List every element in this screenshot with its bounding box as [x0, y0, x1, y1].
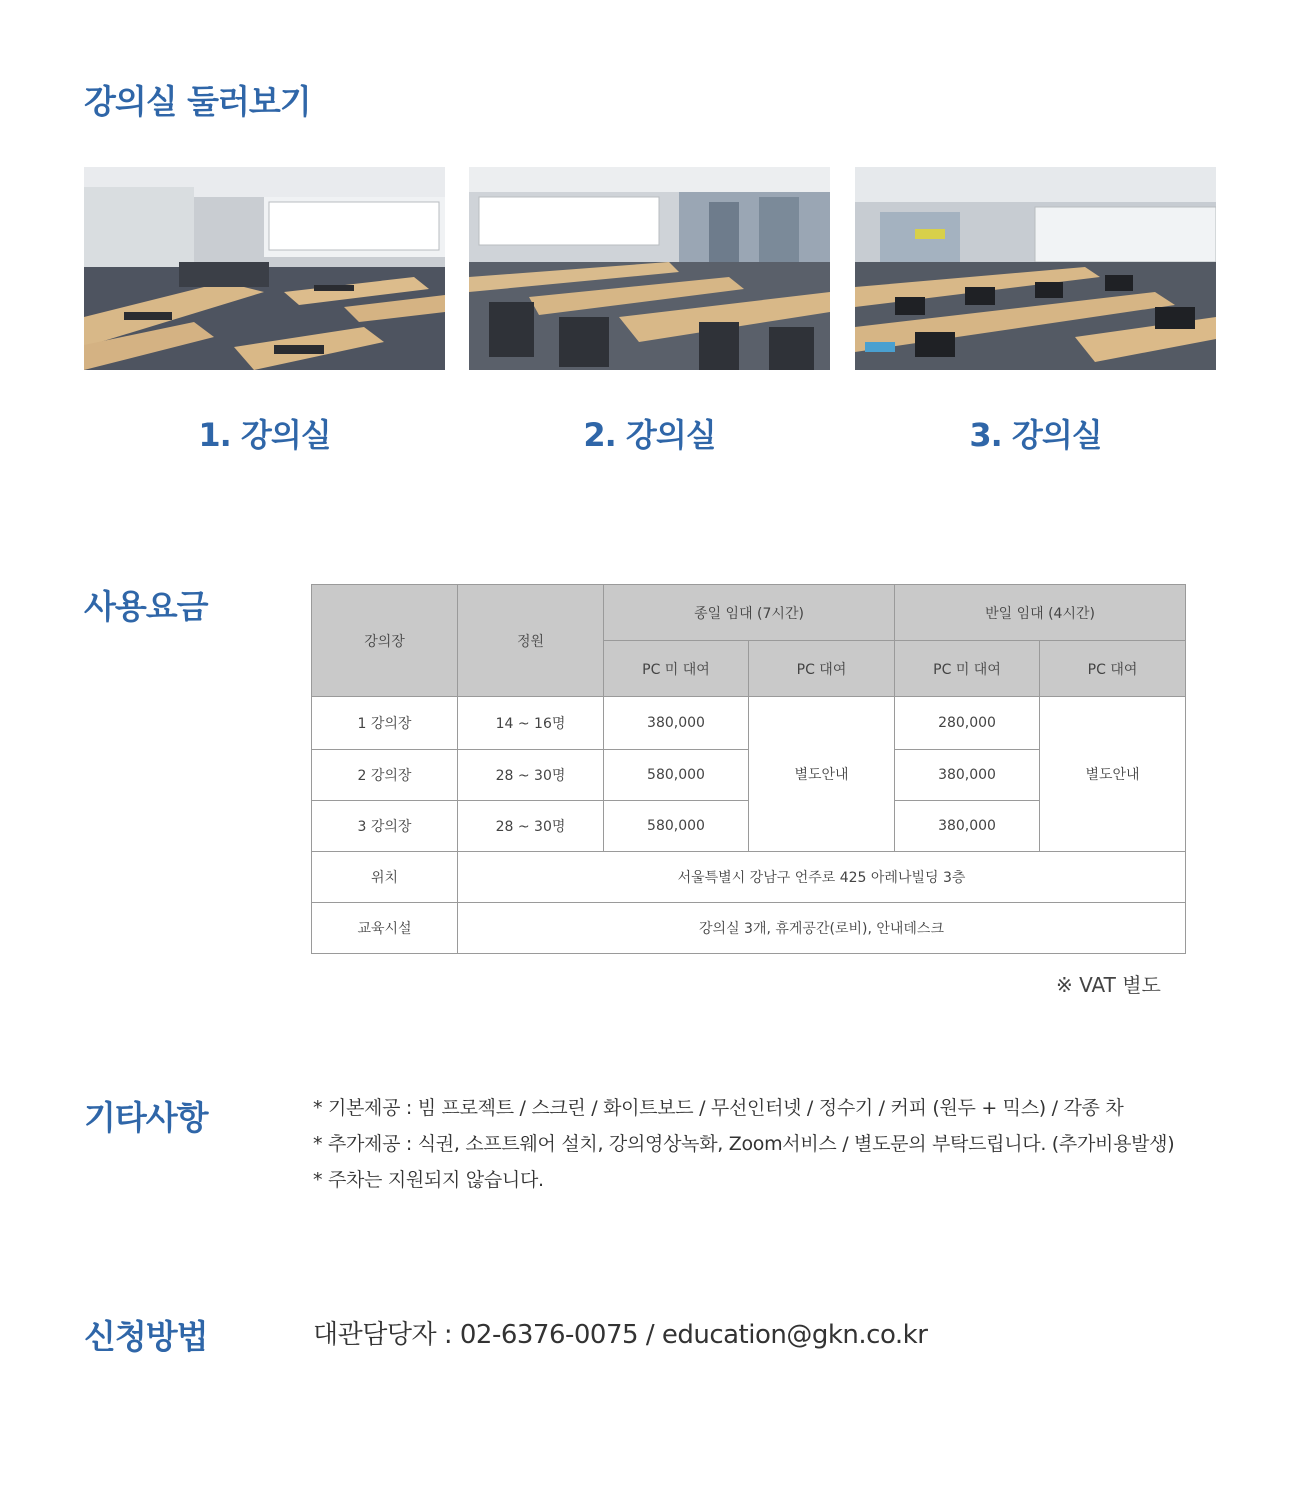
- notes-list: [313, 1094, 1174, 1202]
- location-label: 위치: [312, 852, 458, 903]
- pricing-title: 사용요금: [84, 587, 208, 626]
- contact-info: 대관담당자 : 02-6376-0075 / education@gkn.co.kr: [313, 1320, 928, 1350]
- room-1-caption: 1. 강의실: [198, 416, 331, 454]
- note-item: * 기본제공 : 빔 프로젝트 / 스크린 / 화이트보드 / 무선인터넷 / 정수기 / 커피 (원두 + 믹스) / 각종 차: [313, 1097, 1124, 1119]
- pricing-table: [311, 584, 1186, 954]
- room-2-photo: [469, 167, 830, 370]
- etc-title: 기타사항: [84, 1098, 208, 1137]
- tour-title: 강의실 둘러보기: [84, 82, 311, 121]
- half-pc-cell: 별도안내: [1040, 697, 1186, 852]
- capacity-cell: 28 ~ 30명: [458, 750, 604, 801]
- room-cell: 2 강의장: [312, 750, 458, 801]
- location-value: 서울특별시 강남구 언주로 425 아레나빌딩 3층: [458, 852, 1186, 903]
- table-row: [312, 697, 1186, 750]
- note-item: * 주차는 지원되지 않습니다.: [313, 1169, 544, 1191]
- room-3-photo: [855, 167, 1216, 370]
- half-no-pc-cell: 380,000: [895, 750, 1040, 801]
- header-capacity: 정원: [458, 585, 604, 697]
- room-cell: 3 강의장: [312, 801, 458, 852]
- half-no-pc-cell: 280,000: [895, 697, 1040, 750]
- header-half-day: 반일 임대 (4시간): [895, 585, 1186, 641]
- room-3-caption: 3. 강의실: [969, 416, 1102, 454]
- header-room: 강의장: [312, 585, 458, 697]
- room-1-photo: [84, 167, 445, 370]
- capacity-cell: 28 ~ 30명: [458, 801, 604, 852]
- location-row: [312, 852, 1186, 903]
- header-full-day: 종일 임대 (7시간): [604, 585, 895, 641]
- full-no-pc-cell: 580,000: [604, 750, 749, 801]
- full-no-pc-cell: 580,000: [604, 801, 749, 852]
- header-half-pc: PC 대여: [1040, 641, 1186, 697]
- room-cell: 1 강의장: [312, 697, 458, 750]
- vat-note: ※ VAT 별도: [1056, 973, 1161, 997]
- full-no-pc-cell: 380,000: [604, 697, 749, 750]
- facilities-row: [312, 903, 1186, 954]
- facilities-value: 강의실 3개, 휴게공간(로비), 안내데스크: [458, 903, 1186, 954]
- facilities-label: 교육시설: [312, 903, 458, 954]
- room-2-caption: 2. 강의실: [583, 416, 716, 454]
- full-pc-cell: 별도안내: [749, 697, 895, 852]
- header-half-no-pc: PC 미 대여: [895, 641, 1040, 697]
- header-full-pc: PC 대여: [749, 641, 895, 697]
- half-no-pc-cell: 380,000: [895, 801, 1040, 852]
- header-full-no-pc: PC 미 대여: [604, 641, 749, 697]
- note-item: * 추가제공 : 식권, 소프트웨어 설치, 강의영상녹화, Zoom서비스 / 별도문의 부탁드립니다. (추가비용발생): [313, 1133, 1175, 1155]
- apply-title: 신청방법: [84, 1317, 208, 1356]
- capacity-cell: 14 ~ 16명: [458, 697, 604, 750]
